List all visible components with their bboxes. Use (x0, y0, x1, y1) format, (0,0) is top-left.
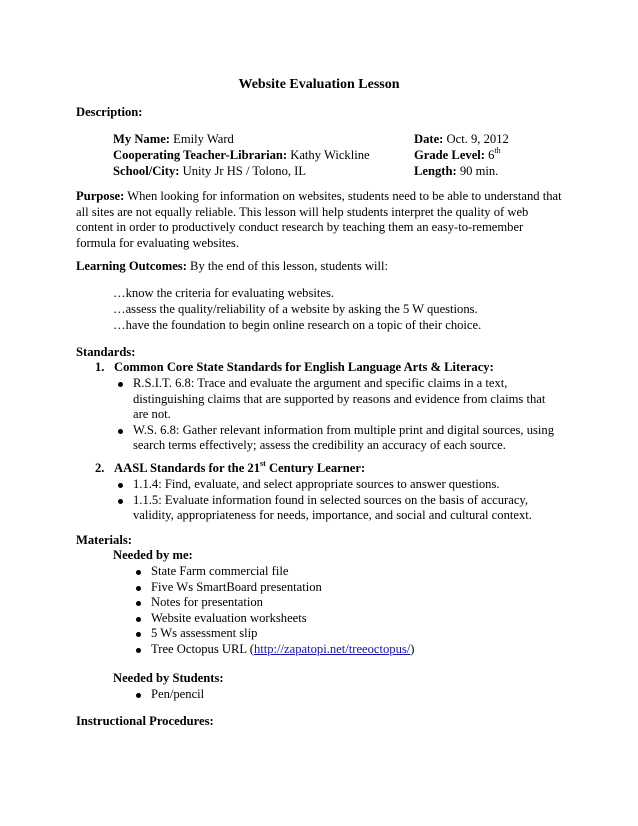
needed-by-students-label: Needed by Students: (113, 671, 224, 685)
standard-2-title: AASL Standards for the 21st Century Learner: (114, 458, 366, 475)
procedures-heading: Instructional Procedures: (76, 714, 214, 728)
page-title: Website Evaluation Lesson (238, 77, 400, 92)
list-item: 5 Ws assessment slip (151, 626, 551, 642)
school-line: School/City: Unity Jr HS / Tolono, IL (113, 164, 307, 178)
bullet-icon (136, 570, 141, 575)
standard-2-list (133, 477, 563, 524)
list-item: 1.1.5: Evaluate information found in selected sources on the basis of accuracy, validity, appropriateness for needs, importance, and social and cultural context. (133, 493, 563, 524)
bullet-icon (118, 382, 123, 387)
standard-2-number: 2. (95, 461, 105, 475)
outcome-item: …have the foundation to begin online research on a topic of their choice. (113, 318, 482, 332)
list-item: Website evaluation worksheets (151, 611, 551, 627)
needed-by-students-list (151, 687, 451, 703)
list-item: Tree Octopus URL (http://zapatopi.net/treeoctopus/) (151, 642, 551, 658)
tree-octopus-link[interactable]: http://zapatopi.net/treeoctopus/ (253, 641, 411, 656)
list-item: 1.1.4: Find, evaluate, and select appropriate sources to answer questions. (133, 477, 563, 493)
bullet-icon (136, 617, 141, 622)
materials-heading: Materials: (76, 533, 132, 547)
bullet-icon (136, 648, 141, 653)
description-heading: Description: (76, 105, 143, 119)
list-item: R.S.I.T. 6.8: Trace and evaluate the argument and specific claims in a text, distinguishing claims that are supported by reasons and evidence from claims that are not. (133, 376, 563, 423)
outcome-item: …assess the quality/reliability of a website by asking the 5 W questions. (113, 302, 478, 316)
standards-heading: Standards: (76, 345, 136, 359)
bullet-icon (136, 693, 141, 698)
grade-line: Grade Level: 6th (414, 145, 501, 162)
needed-by-me-list (151, 564, 551, 657)
list-item: Pen/pencil (151, 687, 451, 703)
bullet-icon (118, 499, 123, 504)
bullet-icon (118, 483, 123, 488)
teacher-line: Cooperating Teacher-Librarian: Kathy Wickline (113, 148, 370, 162)
bullet-icon (118, 429, 123, 434)
standard-1-list (133, 376, 563, 454)
list-item: Five Ws SmartBoard presentation (151, 580, 551, 596)
purpose-paragraph: Purpose: When looking for information on websites, students need to be able to understand that all sites are not equally reliable. This lesson will help students interpret the quality of web content in order to productively conduct research by teaching them an easy-to-remember formula for evaluating websites. (76, 189, 562, 250)
standard-1-number: 1. (95, 360, 105, 374)
bullet-icon (136, 586, 141, 591)
date-line: Date: Oct. 9, 2012 (414, 132, 509, 146)
standard-1-title: Common Core State Standards for English Language Arts & Literacy: (114, 360, 494, 374)
needed-by-me-label: Needed by me: (113, 548, 193, 562)
list-item: State Farm commercial file (151, 564, 551, 580)
outcome-item: …know the criteria for evaluating websites. (113, 286, 335, 300)
bullet-icon (136, 632, 141, 637)
learning-outcomes-intro: Learning Outcomes: By the end of this lesson, students will: (76, 259, 389, 273)
list-item: W.S. 6.8: Gather relevant information from multiple print and digital sources, using search terms effectively; assess the credibility an accuracy of each source. (133, 423, 563, 454)
bullet-icon (136, 601, 141, 606)
list-item: Notes for presentation (151, 595, 551, 611)
length-line: Length: 90 min. (414, 164, 499, 178)
my-name-line: My Name: Emily Ward (113, 132, 234, 146)
